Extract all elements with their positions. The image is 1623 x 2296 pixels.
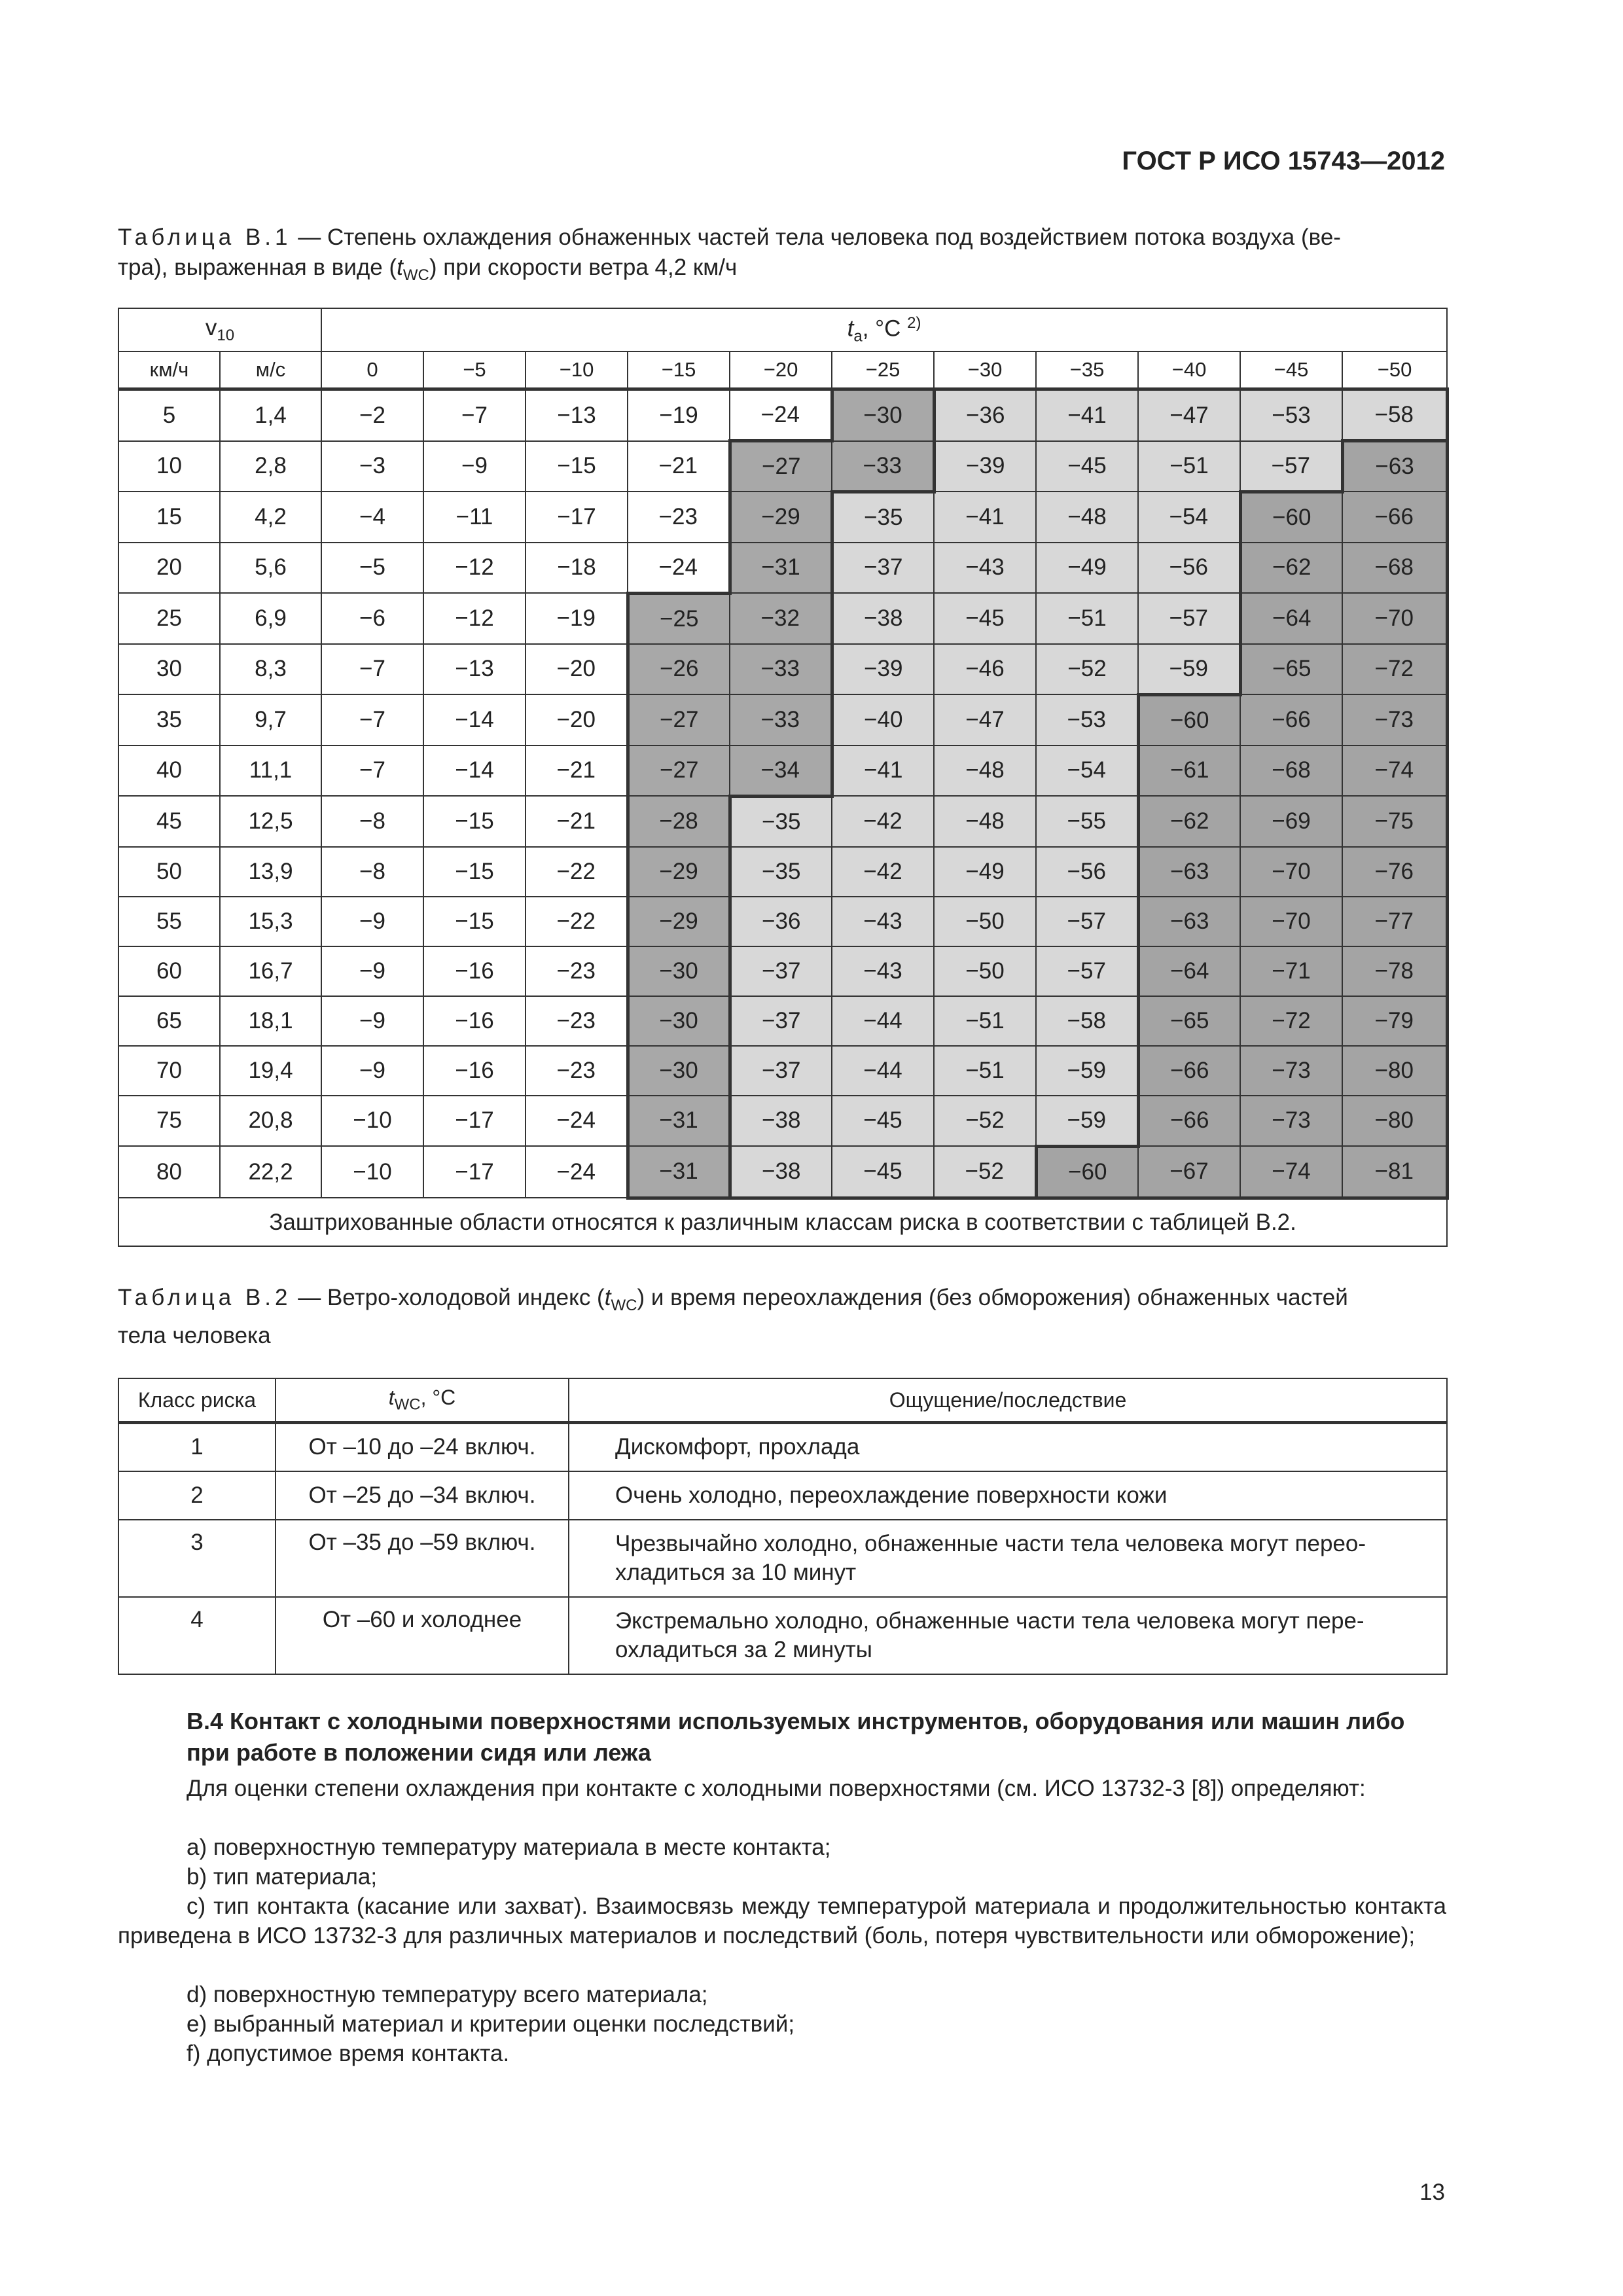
wind-chill-cell: −73: [1240, 1096, 1342, 1147]
wind-chill-cell: −38: [730, 1096, 832, 1147]
table-row: [118, 847, 1447, 897]
wind-chill-cell: −14: [423, 694, 526, 745]
twc-range: От –35 до –59 включ.: [276, 1520, 569, 1597]
wind-chill-cell: −22: [526, 847, 628, 897]
temp-header: −10: [526, 351, 628, 389]
wind-chill-cell: −29: [628, 897, 730, 946]
wind-chill-cell: −24: [526, 1096, 628, 1147]
wind-chill-cell: −23: [628, 492, 730, 543]
table-row: [118, 1146, 1447, 1198]
table2-caption-a: — Ветро-холодовой индекс (: [291, 1285, 605, 1310]
speed-ms: 1,4: [220, 389, 321, 441]
wind-chill-cell: −67: [1138, 1146, 1240, 1198]
table-row: [118, 694, 1447, 745]
wind-chill-cell: −33: [832, 441, 934, 492]
wind-chill-cell: −42: [832, 847, 934, 897]
wind-chill-cell: −23: [526, 1046, 628, 1096]
speed-ms: 20,8: [220, 1096, 321, 1147]
wind-chill-cell: −24: [526, 1146, 628, 1198]
table1-note: Заштрихованные области относятся к различным классам риска в соответствии с таблицей В.2.: [118, 1198, 1447, 1246]
wind-chill-cell: −66: [1240, 694, 1342, 745]
wind-chill-cell: −38: [730, 1146, 832, 1198]
wind-chill-cell: −69: [1240, 796, 1342, 847]
unit-kmh: км/ч: [118, 351, 220, 389]
wind-chill-cell: −59: [1138, 644, 1240, 695]
wind-chill-cell: −41: [934, 492, 1036, 543]
wind-chill-cell: −79: [1342, 996, 1447, 1046]
table-row: [118, 897, 1447, 946]
wind-chill-cell: −16: [423, 946, 526, 996]
wind-chill-cell: −70: [1342, 593, 1447, 644]
wind-chill-cell: −57: [1036, 897, 1138, 946]
col-effect: Ощущение/последствие: [569, 1378, 1447, 1423]
twc-range: От –25 до –34 включ.: [276, 1471, 569, 1520]
speed-kmh: 45: [118, 796, 220, 847]
speed-kmh: 65: [118, 996, 220, 1046]
wind-chill-cell: −35: [832, 492, 934, 543]
wind-chill-cell: −27: [730, 441, 832, 492]
wind-chill-cell: −21: [526, 796, 628, 847]
wind-chill-cell: −19: [628, 389, 730, 441]
wind-chill-cell: −29: [730, 492, 832, 543]
speed-ms: 13,9: [220, 847, 321, 897]
table1-units-row: [118, 351, 1447, 389]
wind-chill-cell: −71: [1240, 946, 1342, 996]
wind-chill-cell: −7: [321, 644, 423, 695]
temp-header: −45: [1240, 351, 1342, 389]
wind-chill-cell: −73: [1240, 1046, 1342, 1096]
wind-chill-cell: −70: [1240, 897, 1342, 946]
wind-chill-cell: −52: [1036, 644, 1138, 695]
wind-chill-cell: −16: [423, 996, 526, 1046]
speed-kmh: 25: [118, 593, 220, 644]
wind-chill-cell: −17: [423, 1096, 526, 1147]
wind-chill-cell: −73: [1342, 694, 1447, 745]
wind-chill-cell: −45: [1036, 441, 1138, 492]
speed-ms: 5,6: [220, 543, 321, 594]
wind-chill-cell: −81: [1342, 1146, 1447, 1198]
wind-chill-cell: −72: [1240, 996, 1342, 1046]
wind-chill-cell: −60: [1036, 1146, 1138, 1198]
table1-caption-sub: WC: [402, 266, 429, 284]
wind-chill-cell: −24: [628, 543, 730, 594]
speed-ms: 6,9: [220, 593, 321, 644]
wind-chill-cell: −23: [526, 946, 628, 996]
risk-class: 4: [118, 1597, 276, 1674]
wind-chill-cell: −26: [628, 644, 730, 695]
wind-chill-cell: −27: [628, 745, 730, 797]
wind-chill-cell: −40: [832, 694, 934, 745]
speed-kmh: 10: [118, 441, 220, 492]
speed-kmh: 60: [118, 946, 220, 996]
effect: Экстремально холодно, обнаженные части тела человека могут пере-охладиться за 2 минуты: [569, 1597, 1447, 1674]
wind-chill-cell: −34: [730, 745, 832, 797]
wind-chill-cell: −11: [423, 492, 526, 543]
wind-chill-cell: −35: [730, 796, 832, 847]
wind-chill-cell: −24: [730, 389, 832, 441]
speed-kmh: 5: [118, 389, 220, 441]
wind-chill-cell: −60: [1240, 492, 1342, 543]
speed-kmh: 20: [118, 543, 220, 594]
wind-chill-cell: −59: [1036, 1096, 1138, 1147]
wind-chill-cell: −37: [730, 946, 832, 996]
risk-class: 3: [118, 1520, 276, 1597]
speed-ms: 2,8: [220, 441, 321, 492]
wind-chill-cell: −20: [526, 694, 628, 745]
speed-ms: 8,3: [220, 644, 321, 695]
wind-chill-cell: −17: [526, 492, 628, 543]
wind-chill-cell: −66: [1342, 492, 1447, 543]
wind-chill-cell: −20: [526, 644, 628, 695]
risk-class: 1: [118, 1423, 276, 1471]
speed-ms: 19,4: [220, 1046, 321, 1096]
wind-chill-cell: −45: [934, 593, 1036, 644]
wind-chill-cell: −7: [423, 389, 526, 441]
effect: Дискомфорт, прохлада: [569, 1423, 1447, 1471]
table1-caption: [118, 223, 1446, 291]
table-row: [118, 1471, 1447, 1520]
wind-chill-cell: −36: [730, 897, 832, 946]
wind-chill-cell: −43: [934, 543, 1036, 594]
table-row: [118, 389, 1447, 441]
wind-chill-cell: −23: [526, 996, 628, 1046]
wind-chill-cell: −14: [423, 745, 526, 797]
wind-chill-cell: −51: [1138, 441, 1240, 492]
speed-kmh: 40: [118, 745, 220, 797]
wind-chill-cell: −74: [1240, 1146, 1342, 1198]
wind-chill-cell: −51: [1036, 593, 1138, 644]
wind-chill-cell: −37: [730, 1046, 832, 1096]
list-item-e: e) выбранный материал и критерии оценки последствий;: [187, 2011, 795, 2037]
table-row: [118, 543, 1447, 594]
wind-chill-cell: −9: [321, 996, 423, 1046]
wind-chill-cell: −32: [730, 593, 832, 644]
speed-kmh: 75: [118, 1096, 220, 1147]
wind-chill-cell: −9: [321, 897, 423, 946]
temp-header: 0: [321, 351, 423, 389]
risk-class: 2: [118, 1471, 276, 1520]
table-row: [118, 996, 1447, 1046]
effect: Чрезвычайно холодно, обнаженные части тела человека могут перео-хладиться за 10 минут: [569, 1520, 1447, 1597]
unit-ms: м/с: [220, 351, 321, 389]
standard-header: ГОСТ Р ИСО 15743—2012: [1122, 147, 1445, 175]
wind-chill-cell: −66: [1138, 1046, 1240, 1096]
wind-chill-cell: −27: [628, 694, 730, 745]
speed-kmh: 55: [118, 897, 220, 946]
twc-range: От –10 до –24 включ.: [276, 1423, 569, 1471]
section-title: В.4 Контакт с холодными поверхностями используемых инструментов, оборудования или машин либо при работе в положении сидя или лежа: [187, 1708, 1405, 1766]
wind-chill-cell: −56: [1138, 543, 1240, 594]
wind-chill-cell: −48: [934, 796, 1036, 847]
wind-chill-cell: −57: [1138, 593, 1240, 644]
table2-caption-line2: тела человека: [118, 1323, 271, 1348]
wind-chill-cell: −47: [934, 694, 1036, 745]
list-item-d: d) поверхностную температуру всего материала;: [187, 1982, 708, 2007]
wind-chill-cell: −41: [832, 745, 934, 797]
wind-chill-table: [118, 308, 1449, 1247]
wind-chill-cell: −37: [832, 543, 934, 594]
list-item-a: а) поверхностную температуру материала в месте контакта;: [187, 1835, 831, 1860]
wind-chill-cell: −49: [934, 847, 1036, 897]
wind-chill-cell: −77: [1342, 897, 1447, 946]
risk-class-table: [118, 1378, 1448, 1675]
wind-chill-cell: −38: [832, 593, 934, 644]
wind-chill-cell: −53: [1036, 694, 1138, 745]
table2-caption-b: ) и время переохлаждения (без обморожения) обнаженных частей: [637, 1285, 1348, 1310]
wind-chill-cell: −63: [1138, 847, 1240, 897]
wind-chill-cell: −45: [832, 1096, 934, 1147]
table-row: [118, 1423, 1447, 1471]
twc-range: От –60 и холоднее: [276, 1597, 569, 1674]
wind-chill-cell: −54: [1036, 745, 1138, 797]
table2-header-row: [118, 1378, 1447, 1423]
wind-chill-cell: −6: [321, 593, 423, 644]
wind-chill-cell: −57: [1240, 441, 1342, 492]
wind-chill-cell: −7: [321, 694, 423, 745]
table2-caption-prefix: Таблица В.2: [118, 1285, 292, 1310]
wind-chill-cell: −46: [934, 644, 1036, 695]
temp-header: −5: [423, 351, 526, 389]
wind-chill-cell: −37: [730, 996, 832, 1046]
wind-chill-cell: −16: [423, 1046, 526, 1096]
wind-chill-cell: −21: [628, 441, 730, 492]
wind-chill-cell: −8: [321, 847, 423, 897]
table-row: [118, 1597, 1447, 1674]
wind-chill-cell: −52: [934, 1146, 1036, 1198]
temp-header: −40: [1138, 351, 1240, 389]
wind-chill-cell: −66: [1138, 1096, 1240, 1147]
wind-chill-cell: −31: [628, 1146, 730, 1198]
col-twc-symbol: t: [388, 1386, 395, 1410]
list-item-b: b) тип материала;: [187, 1864, 378, 1890]
table1-caption-line2b: ) при скорости ветра 4,2 км/ч: [429, 255, 738, 280]
ta-symbol: t: [847, 315, 854, 342]
temp-header: −25: [832, 351, 934, 389]
wind-chill-cell: −47: [1138, 389, 1240, 441]
table-row: [118, 492, 1447, 543]
wind-chill-cell: −72: [1342, 644, 1447, 695]
wind-chill-cell: −54: [1138, 492, 1240, 543]
col-twc-unit: , °C: [420, 1386, 456, 1410]
table1-caption-t: t: [397, 255, 403, 280]
wind-chill-cell: −74: [1342, 745, 1447, 797]
wind-chill-cell: −51: [934, 996, 1036, 1046]
v-sub: 10: [217, 327, 235, 344]
speed-ms: 4,2: [220, 492, 321, 543]
speed-ms: 22,2: [220, 1146, 321, 1198]
wind-chill-cell: −9: [423, 441, 526, 492]
wind-chill-cell: −78: [1342, 946, 1447, 996]
table-row: [118, 441, 1447, 492]
wind-chill-cell: −59: [1036, 1046, 1138, 1096]
table-row: [118, 946, 1447, 996]
col-risk-class: Класс риска: [118, 1378, 276, 1423]
wind-chill-cell: −36: [934, 389, 1036, 441]
temp-header: −15: [628, 351, 730, 389]
table-row: [118, 1520, 1447, 1597]
wind-chill-cell: −9: [321, 946, 423, 996]
speed-kmh: 80: [118, 1146, 220, 1198]
speed-ms: 12,5: [220, 796, 321, 847]
wind-chill-cell: −44: [832, 996, 934, 1046]
wind-chill-cell: −49: [1036, 543, 1138, 594]
wind-chill-cell: −35: [730, 847, 832, 897]
wind-chill-cell: −29: [628, 847, 730, 897]
wind-chill-cell: −42: [832, 796, 934, 847]
table2-caption: [118, 1283, 1446, 1351]
wind-chill-cell: −41: [1036, 389, 1138, 441]
wind-chill-cell: −10: [321, 1146, 423, 1198]
wind-chill-cell: −5: [321, 543, 423, 594]
wind-chill-cell: −9: [321, 1046, 423, 1096]
wind-chill-cell: −56: [1036, 847, 1138, 897]
list-item-f: f) допустимое время контакта.: [187, 2041, 510, 2066]
wind-chill-cell: −45: [832, 1146, 934, 1198]
ta-sub: a: [853, 327, 863, 346]
table1-caption-prefix: Таблица В.1: [118, 224, 292, 250]
wind-chill-cell: −64: [1240, 593, 1342, 644]
wind-chill-cell: −3: [321, 441, 423, 492]
speed-kmh: 15: [118, 492, 220, 543]
wind-speed-header: [118, 308, 321, 351]
table-row: [118, 644, 1447, 695]
wind-chill-cell: −22: [526, 897, 628, 946]
wind-chill-cell: −48: [1036, 492, 1138, 543]
wind-chill-cell: −65: [1138, 996, 1240, 1046]
table2-caption-sub: WC: [611, 1297, 637, 1314]
wind-chill-cell: −43: [832, 897, 934, 946]
temp-header: −50: [1342, 351, 1447, 389]
wind-chill-cell: −4: [321, 492, 423, 543]
wind-chill-cell: −30: [628, 1046, 730, 1096]
table-row: [118, 1046, 1447, 1096]
wind-chill-cell: −64: [1138, 946, 1240, 996]
wind-chill-cell: −13: [526, 389, 628, 441]
wind-chill-cell: −76: [1342, 847, 1447, 897]
table1-caption-line2a: тра), выраженная в виде (: [118, 255, 397, 280]
wind-chill-cell: −12: [423, 543, 526, 594]
page-number: 13: [1419, 2179, 1445, 2205]
wind-chill-cell: −57: [1036, 946, 1138, 996]
wind-chill-cell: −39: [832, 644, 934, 695]
wind-chill-cell: −17: [423, 1146, 526, 1198]
ta-footnote: 2): [907, 314, 921, 332]
wind-chill-cell: −52: [934, 1096, 1036, 1147]
wind-chill-cell: −33: [730, 694, 832, 745]
speed-kmh: 70: [118, 1046, 220, 1096]
wind-chill-cell: −50: [934, 946, 1036, 996]
table-row: [118, 1096, 1447, 1147]
section-intro: Для оценки степени охлаждения при контакте с холодными поверхностями (см. ИСО 13732-3 [8]) определяют:: [187, 1776, 1366, 1801]
wind-chill-cell: −15: [526, 441, 628, 492]
wind-chill-cell: −55: [1036, 796, 1138, 847]
wind-chill-cell: −63: [1342, 441, 1447, 492]
wind-chill-cell: −50: [934, 897, 1036, 946]
wind-chill-cell: −30: [628, 996, 730, 1046]
wind-chill-cell: −21: [526, 745, 628, 797]
wind-chill-cell: −63: [1138, 897, 1240, 946]
wind-chill-cell: −53: [1240, 389, 1342, 441]
wind-chill-cell: −68: [1342, 543, 1447, 594]
wind-chill-cell: −15: [423, 897, 526, 946]
speed-kmh: 35: [118, 694, 220, 745]
wind-chill-cell: −31: [730, 543, 832, 594]
col-twc: [276, 1378, 569, 1423]
wind-chill-cell: −13: [423, 644, 526, 695]
wind-chill-cell: −19: [526, 593, 628, 644]
wind-chill-cell: −65: [1240, 644, 1342, 695]
wind-chill-cell: −8: [321, 796, 423, 847]
wind-chill-cell: −39: [934, 441, 1036, 492]
table2-caption-t: t: [604, 1285, 611, 1310]
table1-header-row: [118, 308, 1447, 351]
speed-kmh: 50: [118, 847, 220, 897]
wind-chill-cell: −30: [628, 946, 730, 996]
ta-unit: , °C: [862, 315, 908, 342]
wind-chill-cell: −51: [934, 1046, 1036, 1096]
wind-chill-cell: −70: [1240, 847, 1342, 897]
col-twc-sub: WC: [394, 1395, 421, 1414]
wind-chill-cell: −80: [1342, 1096, 1447, 1147]
temp-header: −30: [934, 351, 1036, 389]
wind-chill-cell: −80: [1342, 1046, 1447, 1096]
wind-chill-cell: −2: [321, 389, 423, 441]
speed-ms: 11,1: [220, 745, 321, 797]
wind-chill-cell: −58: [1342, 389, 1447, 441]
table-row: [118, 745, 1447, 797]
list-item-c: с) тип контакта (касание или захват). Взаимосвязь между температурой материала и продолжительностью контакта приведена в ИСО 13732-3 для различных материалов и последствий (боль, потеря чувствительности или обморожение);: [118, 1893, 1446, 1948]
wind-chill-cell: −18: [526, 543, 628, 594]
wind-chill-cell: −10: [321, 1096, 423, 1147]
wind-chill-cell: −48: [934, 745, 1036, 797]
speed-ms: 15,3: [220, 897, 321, 946]
speed-ms: 9,7: [220, 694, 321, 745]
wind-chill-cell: −15: [423, 796, 526, 847]
wind-chill-cell: −44: [832, 1046, 934, 1096]
wind-chill-cell: −12: [423, 593, 526, 644]
wind-chill-cell: −30: [832, 389, 934, 441]
wind-chill-cell: −7: [321, 745, 423, 797]
v-symbol: v: [205, 315, 217, 340]
speed-kmh: 30: [118, 644, 220, 695]
temp-header: −20: [730, 351, 832, 389]
wind-chill-cell: −60: [1138, 694, 1240, 745]
wind-chill-cell: −58: [1036, 996, 1138, 1046]
wind-chill-cell: −15: [423, 847, 526, 897]
speed-ms: 16,7: [220, 946, 321, 996]
wind-chill-cell: −43: [832, 946, 934, 996]
wind-chill-cell: −33: [730, 644, 832, 695]
table-row: [118, 796, 1447, 847]
wind-chill-cell: −61: [1138, 745, 1240, 797]
wind-chill-cell: −62: [1240, 543, 1342, 594]
wind-chill-cell: −75: [1342, 796, 1447, 847]
wind-chill-cell: −25: [628, 593, 730, 644]
wind-chill-cell: −62: [1138, 796, 1240, 847]
temp-header: −35: [1036, 351, 1138, 389]
wind-chill-cell: −68: [1240, 745, 1342, 797]
table1-note-row: [118, 1198, 1447, 1246]
speed-ms: 18,1: [220, 996, 321, 1046]
table1-caption-line1: — Степень охлаждения обнаженных частей тела человека под воздействием потока воздуха (ве-: [291, 224, 1341, 250]
effect: Очень холодно, переохлаждение поверхности кожи: [569, 1471, 1447, 1520]
wind-chill-cell: −31: [628, 1096, 730, 1147]
table-row: [118, 593, 1447, 644]
wind-chill-cell: −28: [628, 796, 730, 847]
air-temp-header: [321, 308, 1447, 351]
